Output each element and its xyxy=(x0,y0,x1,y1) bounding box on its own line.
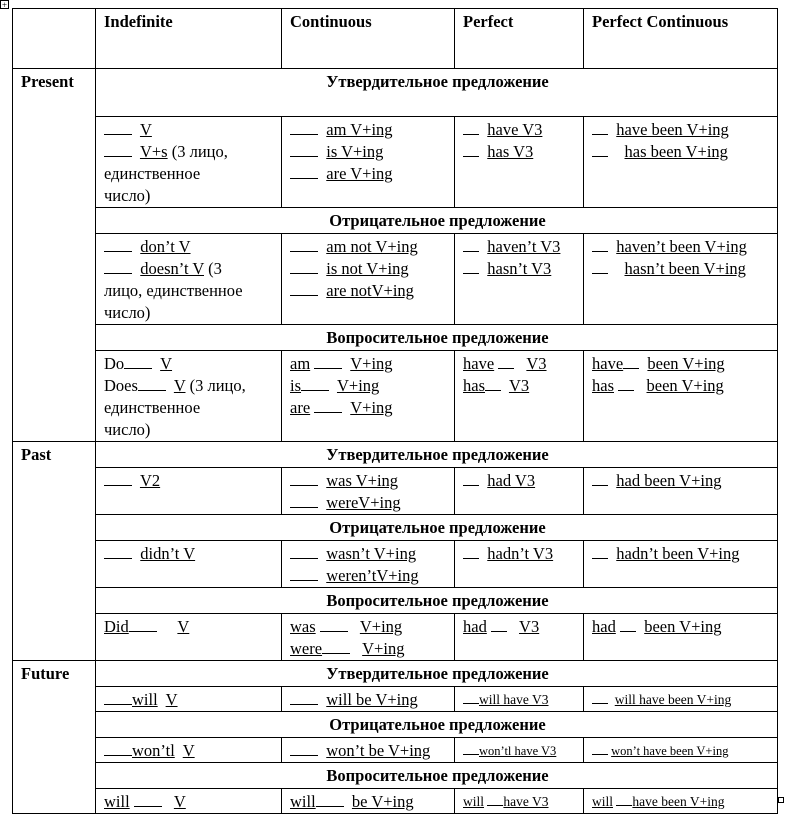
future-aff-perfect-continuous: will have been V+ing xyxy=(584,687,778,712)
present-aff-continuous: am V+ing is V+ing are V+ing xyxy=(282,117,455,208)
present-question-title: Вопросительное предложение xyxy=(96,325,778,351)
past-question-title: Вопросительное предложение xyxy=(96,588,778,614)
future-q-perfect-continuous: will have been V+ing xyxy=(584,789,778,814)
past-negative-title: Отрицательное предложение xyxy=(96,515,778,541)
present-affirmative-title: Утвердительное предложение xyxy=(96,69,778,117)
past-affirmative-title-row xyxy=(13,442,778,468)
present-q-perfect-continuous: have been V+ing has been V+ing xyxy=(584,351,778,442)
header-row xyxy=(13,9,778,69)
past-negative-title-row xyxy=(13,515,778,541)
table-move-handle-icon[interactable]: + xyxy=(1,0,8,10)
past-aff-indefinite: V2 xyxy=(96,468,282,515)
present-negative-title: Отрицательное предложение xyxy=(96,208,778,234)
past-q-perfect-continuous: had been V+ing xyxy=(584,614,778,661)
header-perfect-continuous: Perfect Continuous xyxy=(584,9,778,69)
past-aff-perfect: had V3 xyxy=(455,468,584,515)
future-neg-indefinite: won’tl V xyxy=(96,738,282,763)
tense-past: Past xyxy=(13,442,96,661)
future-neg-perfect: won’tl have V3 xyxy=(455,738,584,763)
table-resize-handle-icon[interactable] xyxy=(778,797,784,803)
future-question-title-row xyxy=(13,763,778,789)
future-aff-indefinite: will V xyxy=(96,687,282,712)
past-neg-continuous: wasn’t V+ing weren’tV+ing xyxy=(282,541,455,588)
past-q-perfect: had V3 xyxy=(455,614,584,661)
future-q-perfect: will have V3 xyxy=(455,789,584,814)
present-aff-perfect: have V3 has V3 xyxy=(455,117,584,208)
future-q-continuous: will be V+ing xyxy=(282,789,455,814)
past-neg-perfect: hadn’t V3 xyxy=(455,541,584,588)
future-aff-perfect: will have V3 xyxy=(455,687,584,712)
present-q-continuous: am V+ing is V+ing are V+ing xyxy=(282,351,455,442)
future-negative-row xyxy=(13,738,778,763)
future-question-row xyxy=(13,789,778,814)
header-perfect: Perfect xyxy=(455,9,584,69)
future-negative-title: Отрицательное предложение xyxy=(96,712,778,738)
past-aff-continuous: was V+ing wereV+ing xyxy=(282,468,455,515)
present-neg-perfect: haven’t V3 hasn’t V3 xyxy=(455,234,584,325)
tense-table xyxy=(12,8,778,814)
present-q-indefinite: Do V Does V (3 лицо, единственное число) xyxy=(96,351,282,442)
future-question-title: Вопросительное предложение xyxy=(96,763,778,789)
present-neg-continuous: am not V+ing is not V+ing are notV+ing xyxy=(282,234,455,325)
present-affirmative-row xyxy=(13,117,778,208)
future-q-indefinite: will V xyxy=(96,789,282,814)
future-affirmative-row xyxy=(13,687,778,712)
past-affirmative-title: Утвердительное предложение xyxy=(96,442,778,468)
header-continuous: Continuous xyxy=(282,9,455,69)
present-question-row xyxy=(13,351,778,442)
past-neg-perfect-continuous: hadn’t been V+ing xyxy=(584,541,778,588)
present-q-perfect: have V3 has V3 xyxy=(455,351,584,442)
past-q-indefinite: Did V xyxy=(96,614,282,661)
future-negative-title-row xyxy=(13,712,778,738)
present-aff-indefinite: V V+s (3 лицо, единственное число) xyxy=(96,117,282,208)
present-negative-row xyxy=(13,234,778,325)
present-neg-perfect-continuous: haven’t been V+ing hasn’t been V+ing xyxy=(584,234,778,325)
future-affirmative-title: Утвердительное предложение xyxy=(96,661,778,687)
past-question-row xyxy=(13,614,778,661)
past-aff-perfect-continuous: had been V+ing xyxy=(584,468,778,515)
present-negative-title-row xyxy=(13,208,778,234)
future-aff-continuous: will be V+ing xyxy=(282,687,455,712)
corner-cell xyxy=(13,9,96,69)
present-neg-indefinite: don’t V doesn’t V (3 лицо, единственное число) xyxy=(96,234,282,325)
present-aff-perfect-continuous: have been V+ing has been V+ing xyxy=(584,117,778,208)
past-negative-row xyxy=(13,541,778,588)
tense-future: Future xyxy=(13,661,96,814)
future-neg-continuous: won’t be V+ing xyxy=(282,738,455,763)
present-affirmative-title-row xyxy=(13,69,778,117)
future-affirmative-title-row xyxy=(13,661,778,687)
present-question-title-row xyxy=(13,325,778,351)
past-q-continuous: was V+ing were V+ing xyxy=(282,614,455,661)
future-neg-perfect-continuous: won’t have been V+ing xyxy=(584,738,778,763)
tense-present: Present xyxy=(13,69,96,442)
past-affirmative-row xyxy=(13,468,778,515)
header-indefinite: Indefinite xyxy=(96,9,282,69)
past-neg-indefinite: didn’t V xyxy=(96,541,282,588)
past-question-title-row xyxy=(13,588,778,614)
